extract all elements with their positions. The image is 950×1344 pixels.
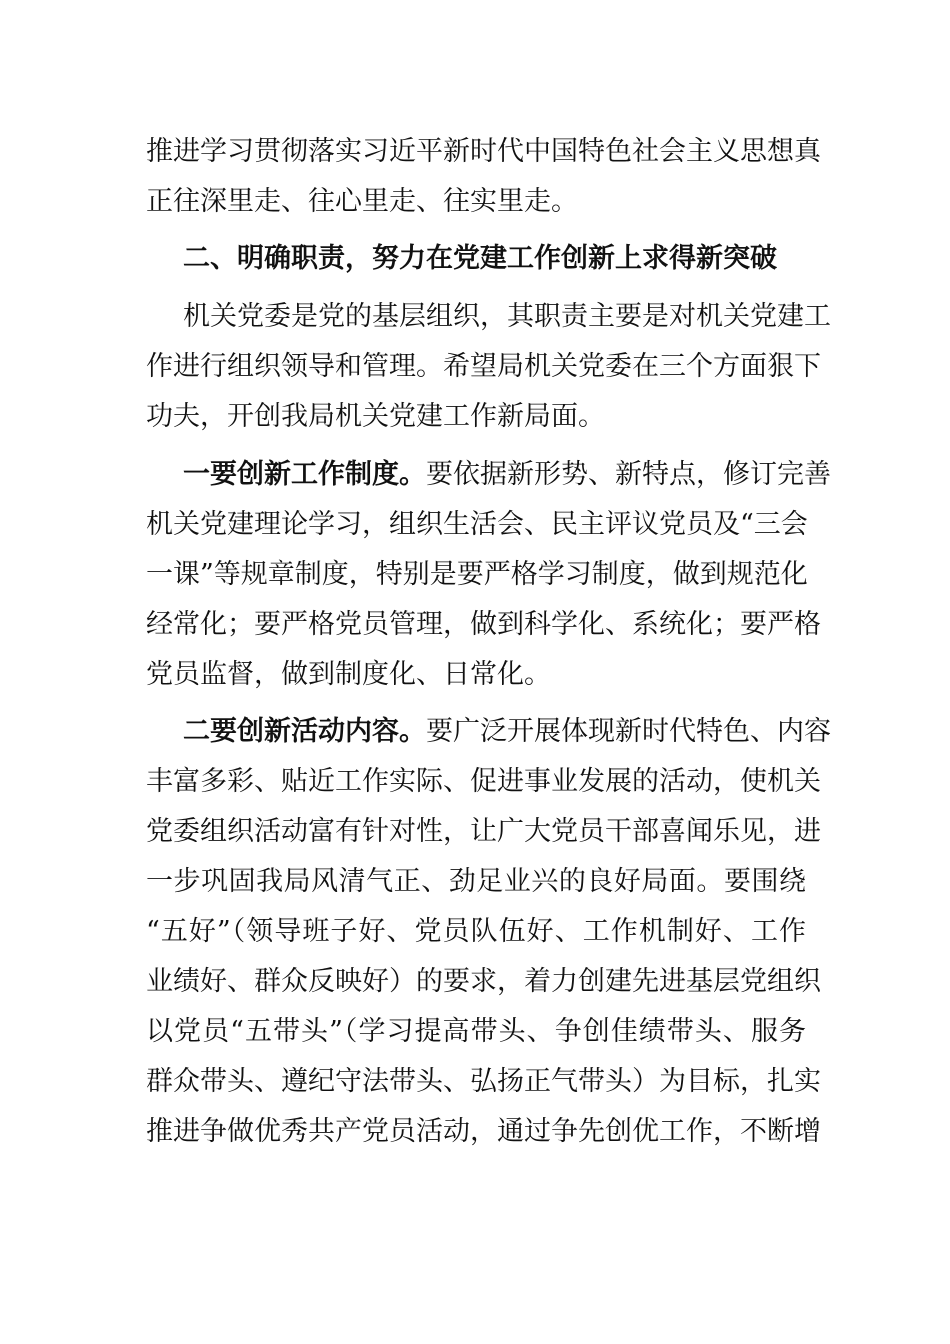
- body-text-line: 党员监督，做到制度化、日常化。: [146, 659, 551, 690]
- paragraph-lead: 二要创新活动内容。: [183, 716, 426, 747]
- section-heading: 二、明确职责，努力在党建工作创新上求得新突破: [183, 243, 777, 274]
- body-text-line: 一要创新工作制度。要依据新形势、新特点，修订完善: [183, 459, 831, 490]
- body-text-line: 一步巩固我局风清气正、劲足业兴的良好局面。要围绕: [146, 866, 806, 897]
- body-text-line: 丰富多彩、贴近工作实际、促进事业发展的活动，使机关: [146, 766, 821, 797]
- body-text-line: 经常化；要严格党员管理，做到科学化、系统化；要严格: [146, 609, 821, 640]
- body-text-line: 作进行组织领导和管理。希望局机关党委在三个方面狠下: [146, 351, 821, 382]
- body-text-line: 党委组织活动富有针对性，让广大党员干部喜闻乐见，进: [146, 816, 821, 847]
- body-text-line: 推进学习贯彻落实习近平新时代中国特色社会主义思想真: [146, 136, 821, 167]
- paragraph-lead: 一要创新工作制度。: [183, 459, 426, 490]
- body-text-line: 以党员“五带头”（学习提高带头、争创佳绩带头、服务: [146, 1016, 806, 1047]
- body-text-line: 机关党委是党的基层组织，其职责主要是对机关党建工: [183, 301, 831, 332]
- body-text-line: 一课”等规章制度，特别是要严格学习制度，做到规范化: [146, 559, 808, 590]
- body-text-line: 正往深里走、往心里走、往实里走。: [146, 186, 578, 217]
- body-text-line: 业绩好、群众反映好）的要求，着力创建先进基层党组织: [146, 966, 821, 997]
- body-text-line: “五好”（领导班子好、党员队伍好、工作机制好、工作: [146, 916, 806, 947]
- body-text-line: 群众带头、遵纪守法带头、弘扬正气带头）为目标，扎实: [146, 1066, 821, 1097]
- body-text-line: 机关党建理论学习，组织生活会、民主评议党员及“三会: [146, 509, 808, 540]
- body-text-line: 二要创新活动内容。要广泛开展体现新时代特色、内容: [183, 716, 831, 747]
- body-text-line: 功夫，开创我局机关党建工作新局面。: [146, 401, 605, 432]
- body-text-line: 推进争做优秀共产党员活动，通过争先创优工作，不断增: [146, 1116, 821, 1147]
